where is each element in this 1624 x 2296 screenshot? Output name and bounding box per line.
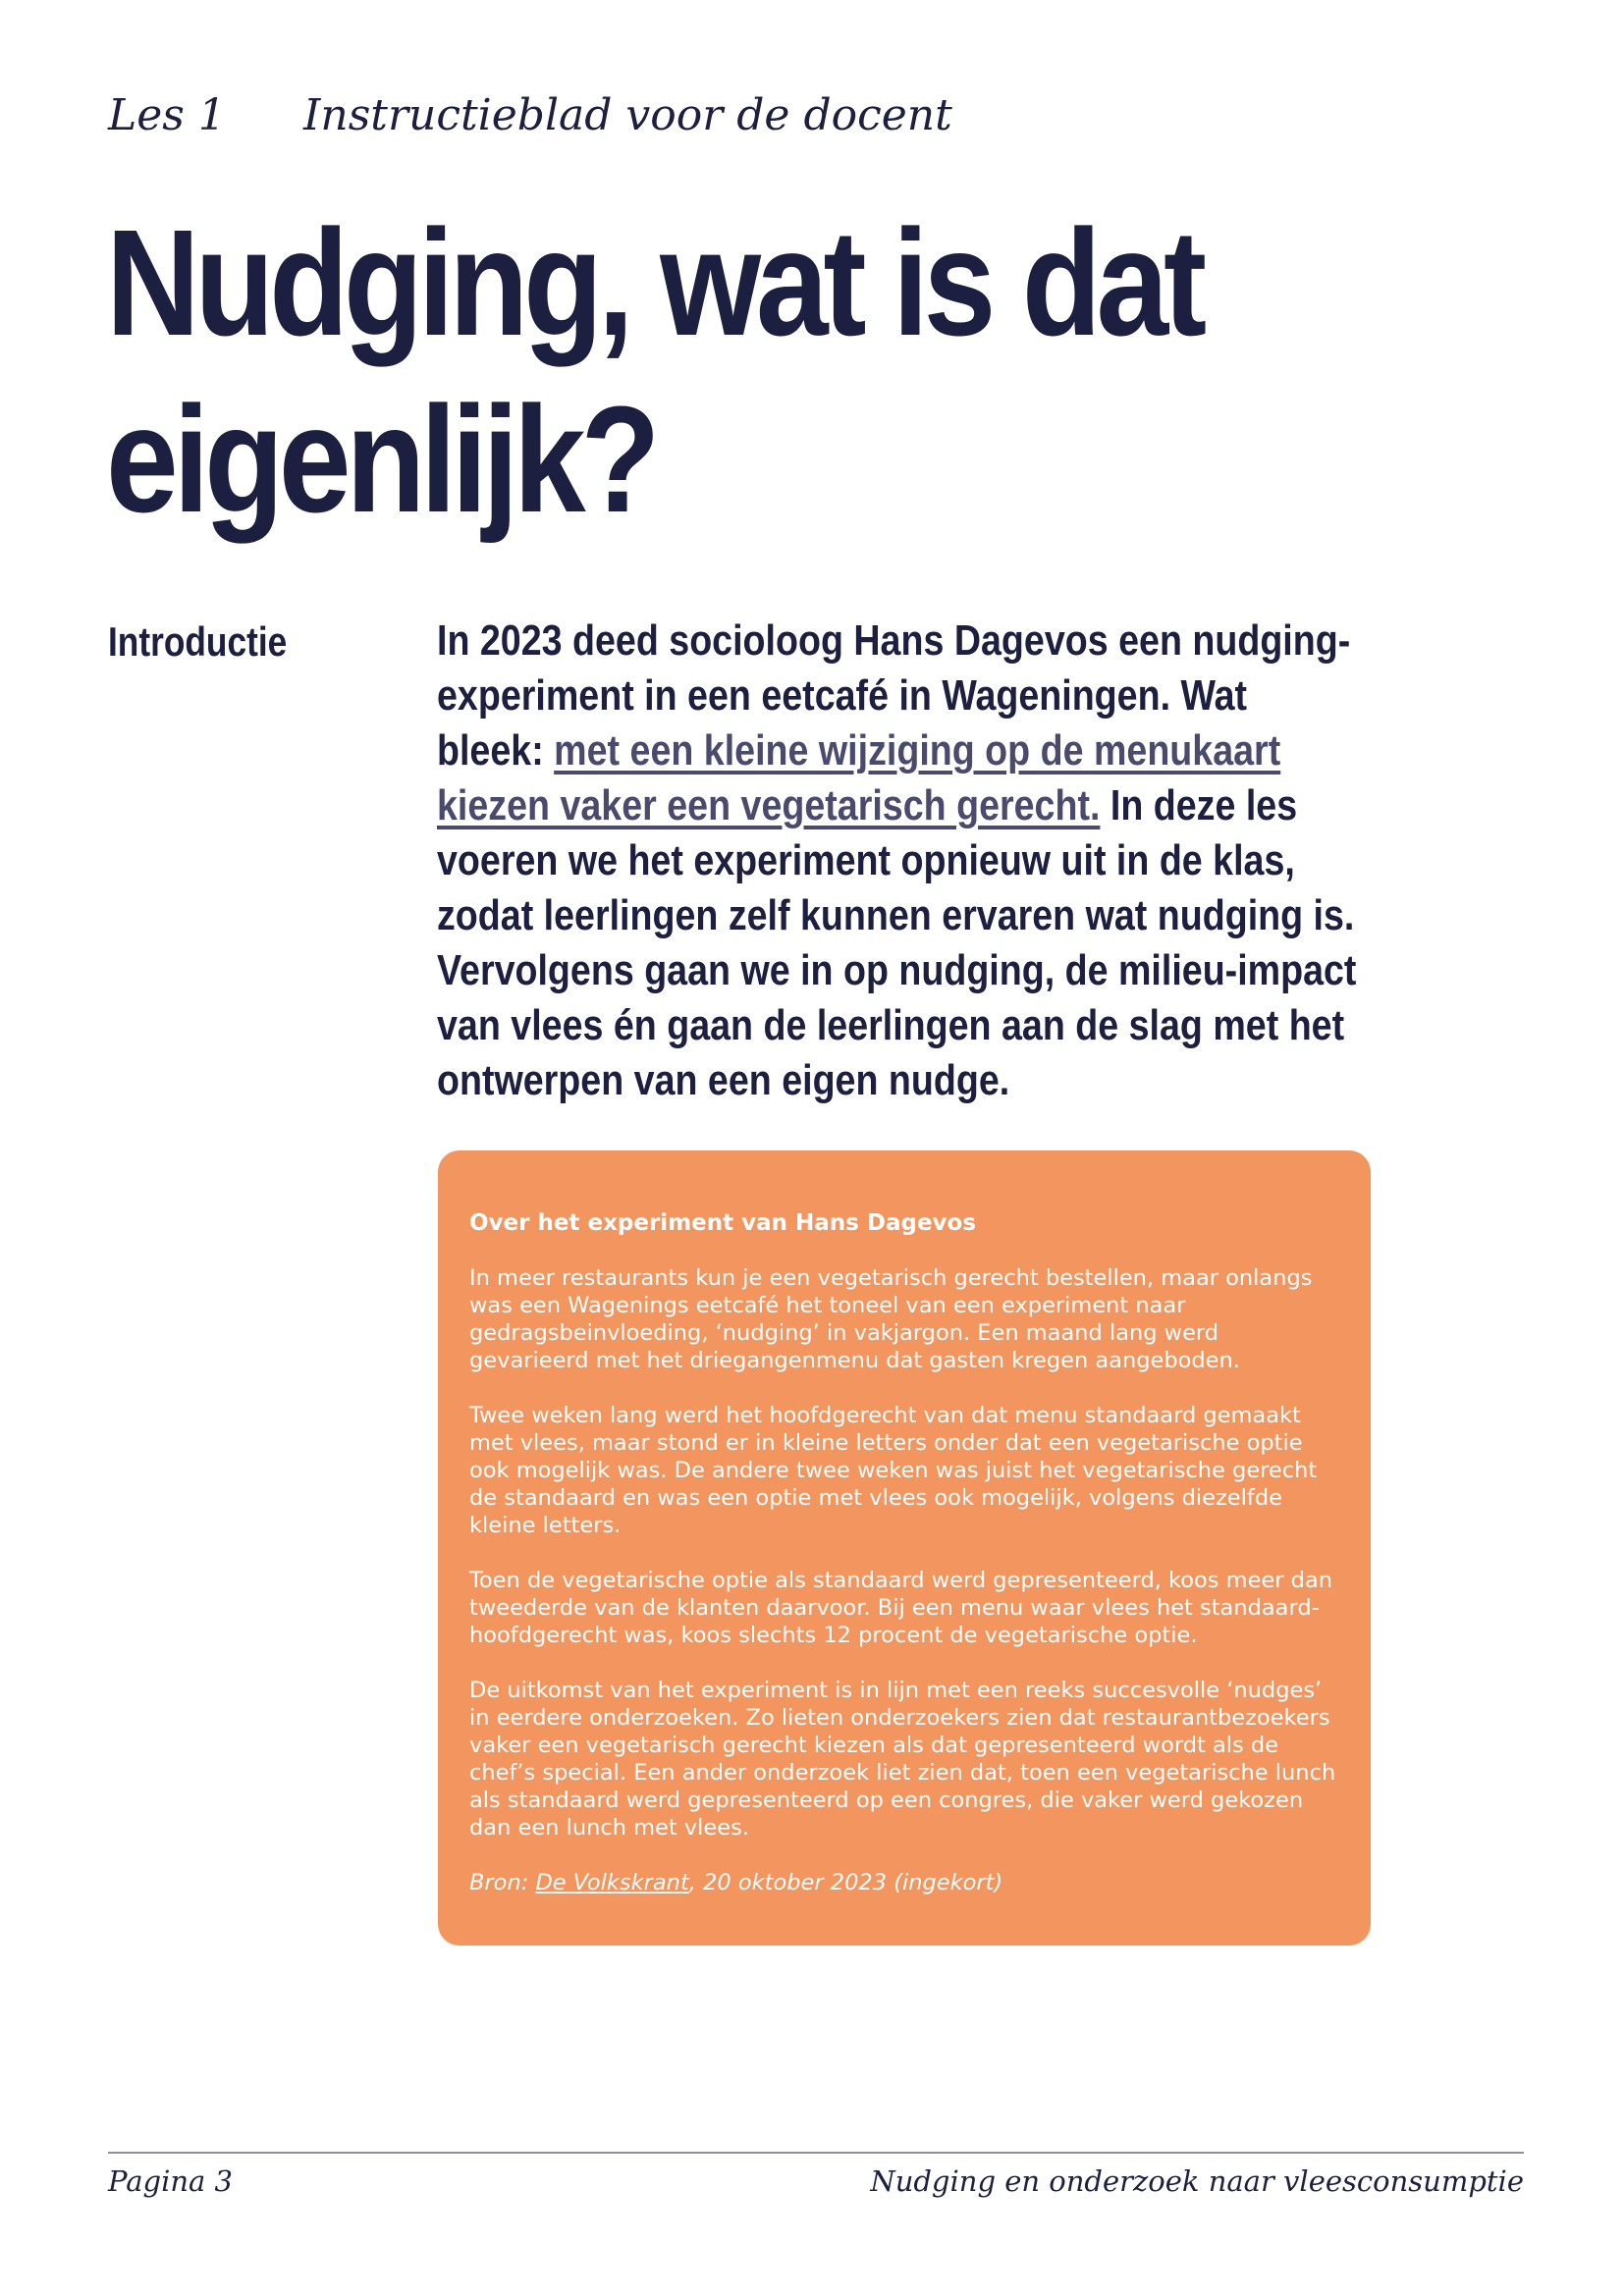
footer-document-title: Nudging en onderzoek naar vleesconsumptie [870, 2164, 1524, 2198]
info-box-paragraph: De uitkomst van het experiment is in lijn met een reeks succesvolle ‘nudges’ in eerdere onderzoeken. Zo lieten onderzoekers zien dat restaurantbezoekers vaker een vegetarisch gerecht kiezen als dat gepresenteerd wordt als de chef’s special. Een ander onderzoek liet zien dat, toen een vegetarische lunch als standaard werd gepresenteerd op een congres, die vaker werd gekozen dan een lunch met vlees. [469, 1678, 1336, 1841]
intro-text-after-link: In deze les voeren we het experiment opnieuw uit in de klas, zodat leerlingen zelf kunnen ervaren wat nudging is. Vervolgens gaan we in op nudging, de milieu-impact van vlees én gaan de leerlingen aan de slag met het ontwerpen van een eigen nudge. [437, 781, 1357, 1104]
introduction-text [437, 614, 1361, 1108]
info-box-paragraph: Twee weken lang werd het hoofdgerecht van dat menu standaard gemaakt met vlees, maar stond er in kleine letters onder dat een vegetarische optie ook mogelijk was. De andere twee weken was juist het vegetarische gerecht de standaard en was een optie met vlees ook mogelijk, volgens diezelfde kleine letters. [469, 1403, 1318, 1538]
source-prefix: Bron: [469, 1870, 536, 1896]
section-label-introduction: Introductie [108, 618, 288, 665]
source-suffix: , 20 oktober 2023 (ingekort) [688, 1870, 1003, 1896]
info-box-paragraph: In meer restaurants kun je een vegetarisch gerecht bestellen, maar onlangs was een Wagenings eetcafé het toneel van een experiment naar gedragsbeinvloeding, ‘nudging’ in vakjargon. Een maand lang werd gevarieerd met het driegangenmenu dat gasten kregen aangeboden. [469, 1265, 1313, 1373]
info-box-heading: Over het experiment van Hans Dagevos [469, 1210, 977, 1236]
page-title: Nudging, wat is dat eigenlijk? [106, 198, 1202, 544]
info-box-paragraph: Toen de vegetarische optie als standaard werd gepresenteerd, koos meer dan tweederde van de klanten daarvoor. Bij een menu waar vlees het standaard-hoofdgerecht was, koos slechts 12 procent de vegetarische optie. [469, 1568, 1333, 1648]
footer-divider [108, 2152, 1524, 2154]
intro-text-before-link: In 2023 deed socioloog Hans Dagevos een nudging-experiment in een eetcafé in Wageningen. Wat bleek: [437, 616, 1351, 774]
header-subtitle: Instructieblad voor de docent [303, 90, 952, 140]
source-link[interactable]: De Volkskrant [535, 1870, 689, 1896]
page-number: Pagina 3 [108, 2164, 233, 2198]
experiment-info-box [438, 1150, 1371, 1946]
info-box-source [469, 1869, 1339, 1896]
page-header [108, 90, 952, 140]
lesson-number: Les 1 [108, 90, 226, 140]
experiment-link[interactable]: met een kleine wijziging op de menukaart kiezen vaker een vegetarisch gerecht. [437, 726, 1281, 829]
